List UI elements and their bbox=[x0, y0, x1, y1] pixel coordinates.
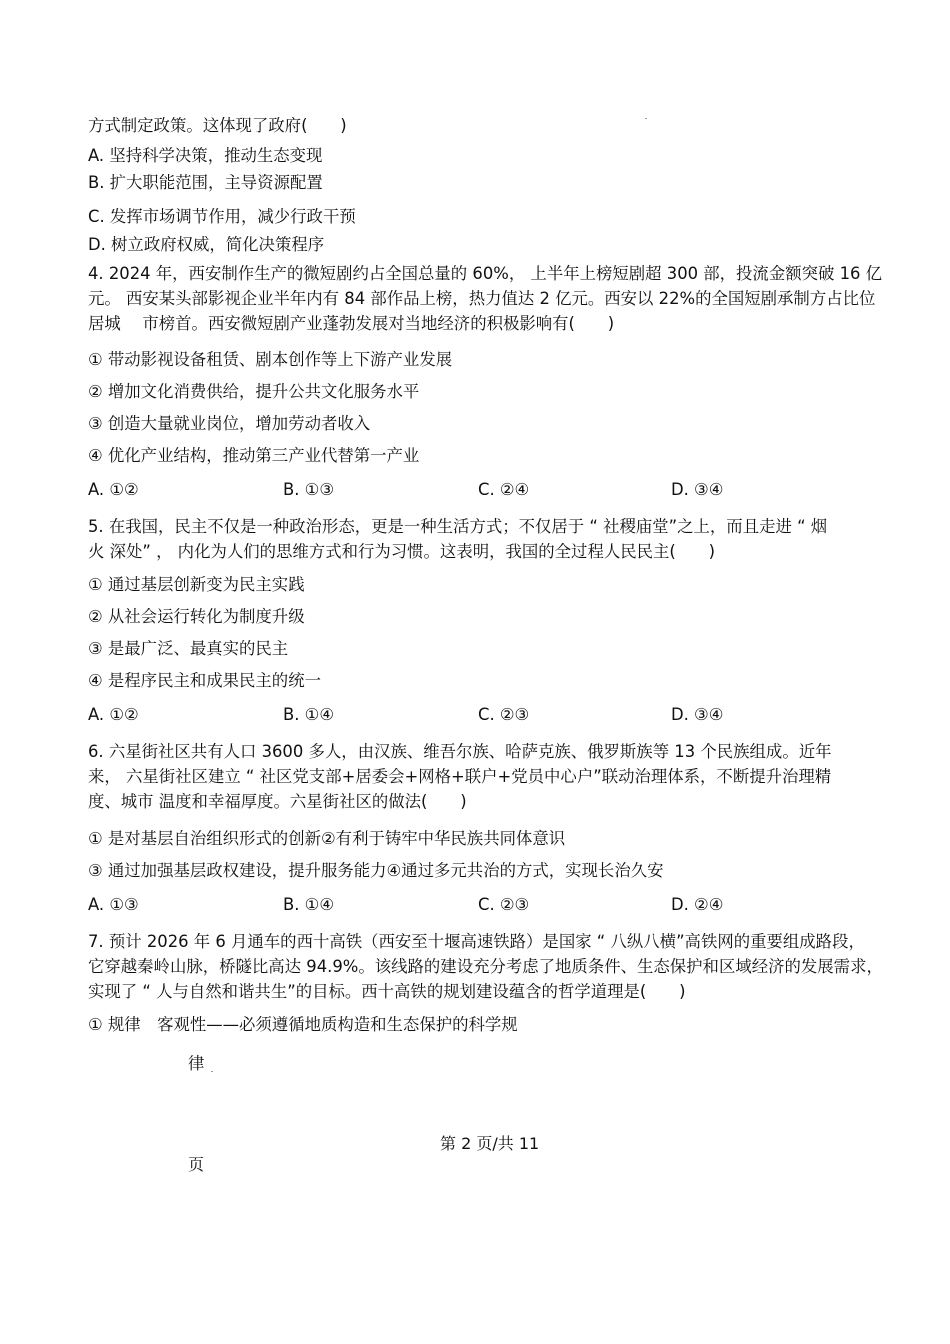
q7-item-1: ① 规律 客观性——必须遵循地质构造和生态保护的科学规 bbox=[88, 1015, 518, 1034]
q4-item-3: ③ 创造大量就业岗位，增加劳动者收入 bbox=[88, 414, 371, 433]
q5-item-2: ② 从社会运行转化为制度升级 bbox=[88, 607, 305, 626]
q5-item-3: ③ 是最广泛、最真实的民主 bbox=[88, 639, 289, 658]
q3-option-d: D. 树立政府权威，简化决策程序 bbox=[88, 235, 325, 254]
q4-choice-d: D. ③④ bbox=[671, 480, 724, 499]
q5-choice-b: B. ①④ bbox=[283, 705, 335, 724]
q6-choice-c: C. ②③ bbox=[478, 895, 530, 914]
q5-item-1: ① 通过基层创新变为民主实践 bbox=[88, 575, 305, 594]
q6-item-1: ① 是对基层自治组织形式的创新②有利于铸牢中华民族共同体意识 bbox=[88, 829, 566, 848]
q5-item-4: ④ 是程序民主和成果民主的统一 bbox=[88, 671, 321, 690]
q4-choice-c: C. ②④ bbox=[478, 480, 530, 499]
q4-stem-line3: 居城 市榜首。西安微短剧产业蓬勃发展对当地经济的积极影响有( ) bbox=[88, 314, 615, 333]
q4-stem-line2: 元。 西安某头部影视企业半年内有 84 部作品上榜，热力值达 2 亿元。西安以 22%的全国短剧承制方占比位 bbox=[88, 289, 876, 308]
q5-choice-d: D. ③④ bbox=[671, 705, 724, 724]
q5-stem-line1: 5. 在我国，民主不仅是一种政治形态，更是一种生活方式；不仅居于 “ 社稷庙堂”之上，而且走进 “ 烟 bbox=[88, 517, 828, 536]
q6-stem-line1: 6. 六星街社区共有人口 3600 多人，由汉族、维吾尔族、哈萨克族、俄罗斯族等 13 个民族组成。近年 bbox=[88, 742, 832, 761]
q6-stem-line2: 来， 六星街社区建立 “ 社区党支部+居委会+网格+联户+党员中心户”联动治理体系，不断提升治理精 bbox=[88, 767, 832, 786]
q4-choice-b: B. ①③ bbox=[283, 480, 335, 499]
q3-stem: 方式制定政策。这体现了政府( ) bbox=[88, 116, 347, 135]
page-number: 第 2 页/共 11 bbox=[440, 1134, 540, 1153]
q4-item-4: ④ 优化产业结构，推动第三产业代替第一产业 bbox=[88, 446, 420, 465]
decorative-dot bbox=[645, 118, 647, 119]
q7-item-1-wrap: 律 bbox=[188, 1054, 205, 1073]
q6-stem-line3: 度、城市 温度和幸福厚度。六星街社区的做法( ) bbox=[88, 792, 467, 811]
q6-choice-a: A. ①③ bbox=[88, 895, 139, 914]
q6-choice-b: B. ①④ bbox=[283, 895, 335, 914]
decorative-dot bbox=[211, 1071, 213, 1072]
q6-item-2: ③ 通过加强基层政权建设，提升服务能力④通过多元共治的方式，实现长治久安 bbox=[88, 861, 664, 880]
q3-option-c: C. 发挥市场调节作用，减少行政干预 bbox=[88, 207, 356, 226]
q7-stem-line3: 实现了 “ 人与自然和谐共生”的目标。西十高铁的规划建设蕴含的哲学道理是( ) bbox=[88, 982, 686, 1001]
q4-item-1: ① 带动影视设备租赁、剧本创作等上下游产业发展 bbox=[88, 350, 453, 369]
q4-item-2: ② 增加文化消费供给，提升公共文化服务水平 bbox=[88, 382, 420, 401]
q4-choice-a: A. ①② bbox=[88, 480, 139, 499]
q7-stem-line1: 7. 预计 2026 年 6 月通车的西十高铁（西安至十堰高速铁路）是国家 “ 八纵八横”高铁网的重要组成路段， bbox=[88, 932, 865, 951]
q4-stem-line1: 4. 2024 年，西安制作生产的微短剧约占全国总量的 60%， 上半年上榜短剧超 300 部，投流金额突破 16 亿 bbox=[88, 264, 883, 283]
q5-choice-c: C. ②③ bbox=[478, 705, 530, 724]
q3-option-a: A. 坚持科学决策，推动生态变现 bbox=[88, 146, 323, 165]
q3-option-b: B. 扩大职能范围，主导资源配置 bbox=[88, 173, 323, 192]
q6-choice-d: D. ②④ bbox=[671, 895, 724, 914]
q5-choice-a: A. ①② bbox=[88, 705, 139, 724]
page-number-wrap: 页 bbox=[188, 1155, 205, 1174]
q7-stem-line2: 它穿越秦岭山脉，桥隧比高达 94.9%。该线路的建设充分考虑了地质条件、生态保护和区域经济的发展需求， bbox=[88, 957, 883, 976]
q5-stem-line2: 火 深处” ， 内化为人们的思维方式和行为习惯。这表明，我国的全过程人民民主( ) bbox=[88, 542, 715, 561]
